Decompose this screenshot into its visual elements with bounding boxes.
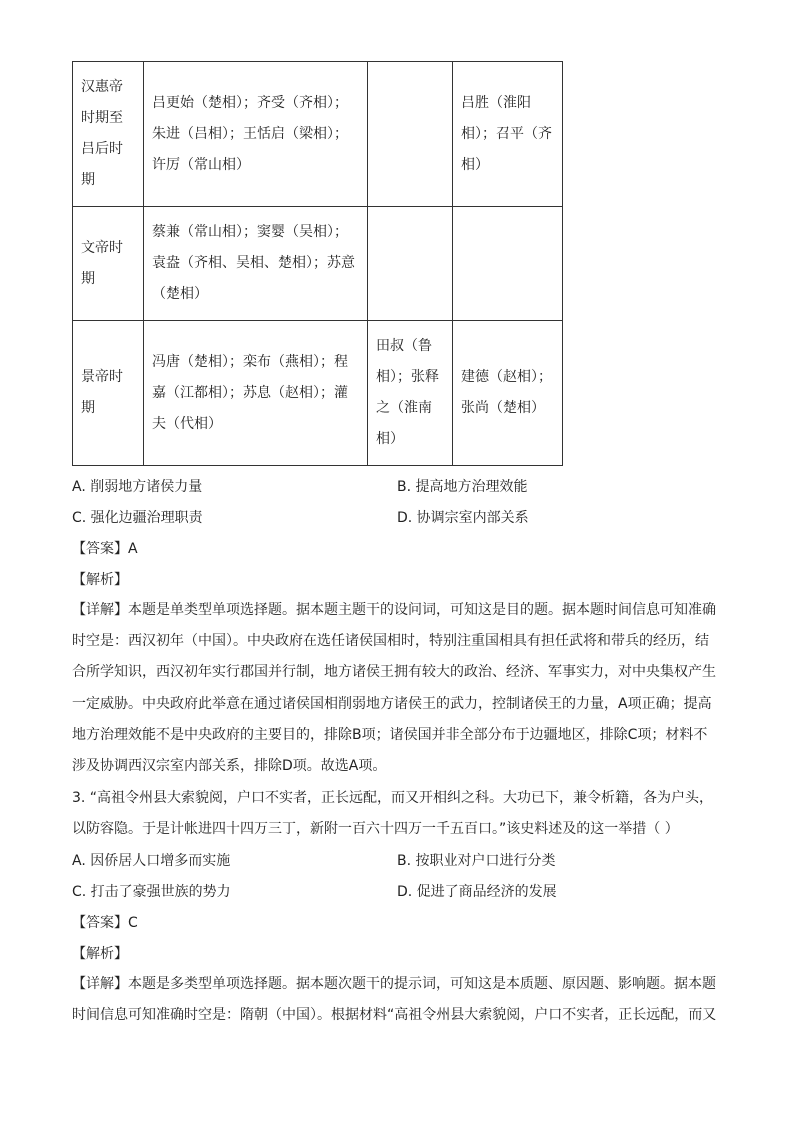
cell-text: 田叔（鲁: [376, 338, 432, 354]
q3-option-b: B. 按职业对户口进行分类: [397, 853, 556, 869]
cell-text: 嘉（江都相）；苏息（赵相）；灌: [152, 384, 348, 401]
cell-text: 之（淮南: [376, 400, 432, 416]
officials-cell: [368, 321, 453, 466]
cell-text: 相）: [461, 156, 489, 173]
q3-option-a: A. 因侨居人口增多而实施: [72, 853, 231, 869]
cell-text: 期: [81, 270, 95, 287]
paragraph-line: 时间信息可知准确时空是：隋朝（中国）。根据材料“高祖令州县大索貌阅，户口不实者，正长远配，而又: [72, 1007, 717, 1024]
officials-cell: [453, 321, 563, 466]
paragraph-line: 一定威胁。中央政府此举意在通过诸侯国相削弱地方诸侯王的武力，控制诸侯王的力量，A项正确；提高: [72, 695, 712, 712]
cell-text: 张尚（楚相）: [461, 400, 545, 416]
cell-text: 景帝时: [81, 369, 123, 385]
paragraph-line: 【详解】本题是单类型单项选择题。据本题主题干的设问词，可知这是目的题。据本题时间信息可知准确: [72, 602, 716, 618]
q2-analysis-label: 【解析】: [72, 572, 128, 588]
paragraph-line: 合所学知识，西汉初年实行郡国并行制，地方诸侯王拥有较大的政治、经济、军事实力，对中央集权产生: [72, 664, 716, 681]
q2-answer: 【答案】A: [72, 541, 138, 557]
empty-cell: [453, 207, 563, 321]
q3-option-d: D. 促进了商品经济的发展: [397, 884, 557, 900]
paragraph-line: 时空是：西汉初年（中国）。中央政府在选任诸侯国相时，特别注重国相具有担任武将和带兵的经历，结: [72, 633, 709, 650]
empty-cell: [368, 62, 453, 207]
q2-detail: [72, 595, 722, 782]
cell-text: 期: [81, 400, 95, 416]
q2-option-c: C. 强化边疆治理职责: [72, 510, 203, 526]
cell-text: 相）；召平（齐: [461, 125, 552, 142]
cell-text: 汉惠帝: [81, 79, 123, 95]
table-row: [73, 62, 563, 207]
q2-option-d: D. 协调宗室内部关系: [397, 510, 529, 526]
cell-text: 吕胜（淮阳: [461, 94, 531, 111]
cell-text: （楚相）: [152, 286, 208, 302]
table-row: [73, 207, 563, 321]
cell-text: 建德（赵相）；: [461, 369, 552, 385]
cell-text: 蔡兼（常山相）；窦婴（吴相）；: [152, 224, 348, 240]
cell-text: 吕更始（楚相）；齐受（齐相）；: [152, 94, 348, 111]
paragraph-line: 以防容隐。于是计帐进四十四万三丁，新附一百六十四万一千五百口。”该史料述及的这一举措（ ）: [72, 821, 679, 838]
q3-option-c: C. 打击了豪强世族的势力: [72, 884, 231, 900]
cell-text: 相）；张释: [376, 369, 439, 385]
q2-option-b: B. 提高地方治理效能: [397, 479, 528, 495]
cell-text: 时期至: [81, 110, 123, 126]
q3-stem: [72, 783, 722, 845]
officials-cell: [453, 62, 563, 207]
period-cell: [73, 62, 144, 207]
paragraph-line: 地方治理效能不是中央政府的主要目的，排除B项；诸侯国并非全部分布于边疆地区，排除C项；材料不: [72, 726, 708, 743]
q3-analysis-label: 【解析】: [72, 946, 128, 962]
officials-cell: [144, 207, 368, 321]
cell-text: 朱进（吕相）；王恬启（梁相）；: [152, 125, 348, 142]
paragraph-line: 【详解】本题是多类型单项选择题。据本题次题干的提示词，可知这是本质题、原因题、影响题。据本题: [72, 976, 716, 992]
period-cell: [73, 207, 144, 321]
cell-text: 夫（代相）: [152, 415, 222, 432]
cell-text: 相）: [376, 431, 404, 447]
officials-cell: [144, 62, 368, 207]
cell-text: 期: [81, 172, 95, 188]
period-cell: [73, 321, 144, 466]
q2-option-a: A. 削弱地方诸侯力量: [72, 479, 203, 495]
cell-text: 许厉（常山相）: [152, 156, 250, 173]
officials-table: [72, 61, 563, 466]
paragraph-line: 3. “高祖令州县大索貌阅，户口不实者，正长远配，而又开相纠之科。大功已下，兼令析籍，各为户头，: [72, 790, 714, 806]
paragraph-line: 涉及协调西汉宗室内部关系，排除D项。故选A项。: [72, 758, 387, 775]
q3-answer: 【答案】C: [72, 915, 138, 931]
cell-text: 冯唐（楚相）；栾布（燕相）；程: [152, 353, 348, 370]
officials-cell: [144, 321, 368, 466]
empty-cell: [368, 207, 453, 321]
q3-detail: [72, 969, 722, 1031]
table-row: [73, 321, 563, 466]
cell-text: 袁盎（齐相、吴相、楚相）；苏意: [152, 255, 355, 271]
cell-text: 文帝时: [81, 239, 123, 256]
cell-text: 吕后时: [81, 141, 123, 157]
